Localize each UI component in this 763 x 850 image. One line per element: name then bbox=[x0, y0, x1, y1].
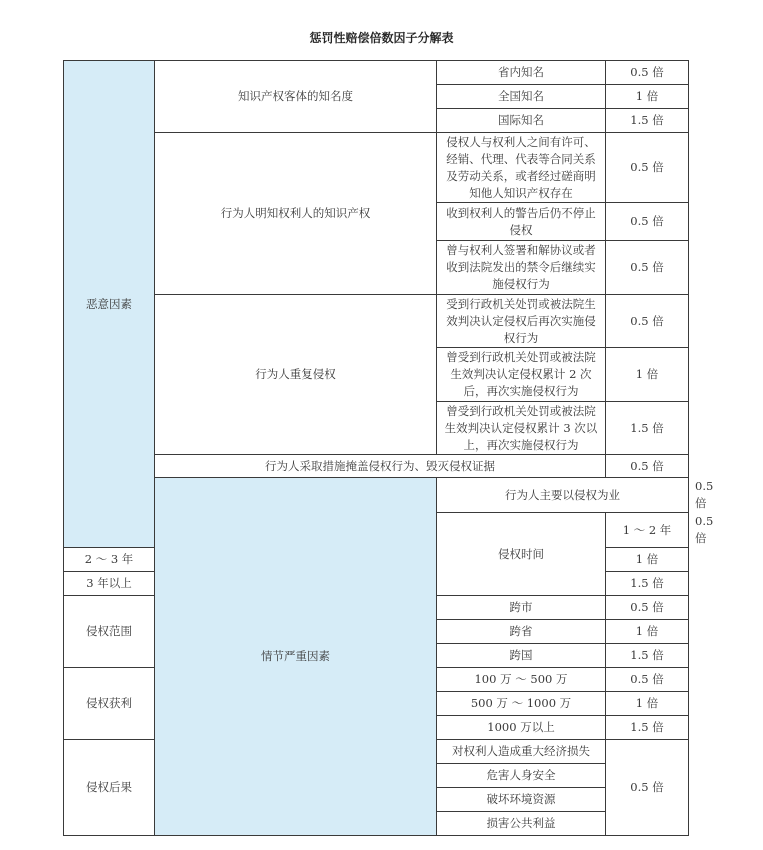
factor-cell: 侵权获利 bbox=[64, 668, 155, 740]
condition-cell: 曾受到行政机关处罚或被法院生效判决认定侵权累计 2 次后，再次实施侵权行为 bbox=[437, 348, 606, 402]
condition-cell: 收到权利人的警告后仍不停止侵权 bbox=[437, 203, 606, 241]
condition-cell: 3 年以上 bbox=[64, 572, 155, 596]
category-severity: 情节严重因素 bbox=[155, 478, 437, 836]
multiplier-cell: 0.5 倍 bbox=[606, 61, 689, 85]
multiplier-cell: 1.5 倍 bbox=[606, 402, 689, 455]
condition-cell: 500 万 ～ 1000 万 bbox=[437, 692, 606, 716]
factor-cell: 行为人主要以侵权为业 bbox=[437, 478, 689, 513]
multiplier-cell: 1.5 倍 bbox=[606, 716, 689, 740]
multiplier-cell: 0.5 倍 bbox=[606, 596, 689, 620]
condition-cell: 对权利人造成重大经济损失 bbox=[437, 740, 606, 764]
condition-cell: 2 ～ 3 年 bbox=[64, 548, 155, 572]
table-row bbox=[64, 295, 689, 348]
factor-cell: 行为人明知权利人的知识产权 bbox=[155, 133, 437, 295]
table-row: 侵权时间 1 ～ 2 年 0.5 倍 bbox=[64, 513, 689, 548]
factor-cell: 侵权范围 bbox=[64, 596, 155, 668]
multiplier-cell: 1.5 倍 bbox=[606, 572, 689, 596]
multiplier-cell: 1.5 倍 bbox=[606, 644, 689, 668]
condition-cell: 跨省 bbox=[437, 620, 606, 644]
condition-cell: 跨国 bbox=[437, 644, 606, 668]
multiplier-cell: 1 倍 bbox=[606, 548, 689, 572]
multiplier-cell: 1 倍 bbox=[606, 348, 689, 402]
table-row bbox=[64, 61, 689, 85]
factor-cell: 侵权时间 bbox=[437, 513, 606, 596]
table-row: 情节严重因素 行为人主要以侵权为业 0.5 倍 bbox=[64, 478, 689, 513]
multiplier-cell: 1 倍 bbox=[606, 620, 689, 644]
category-malice: 恶意因素 bbox=[64, 61, 155, 548]
condition-cell: 全国知名 bbox=[437, 85, 606, 109]
condition-cell: 国际知名 bbox=[437, 109, 606, 133]
factor-cell: 行为人重复侵权 bbox=[155, 295, 437, 455]
table-row bbox=[64, 455, 689, 478]
multiplier-cell: 1 倍 bbox=[606, 692, 689, 716]
factor-cell: 知识产权客体的知名度 bbox=[155, 61, 437, 133]
condition-cell: 100 万 ～ 500 万 bbox=[437, 668, 606, 692]
multiplier-cell: 0.5 倍 bbox=[606, 203, 689, 241]
multiplier-cell: 0.5 倍 bbox=[606, 668, 689, 692]
condition-cell: 跨市 bbox=[437, 596, 606, 620]
factor-table bbox=[63, 60, 714, 836]
factor-cell: 行为人采取措施掩盖侵权行为、毁灭侵权证据 bbox=[155, 455, 606, 478]
condition-cell: 危害人身安全 bbox=[437, 764, 606, 788]
multiplier-cell: 0.5 倍 bbox=[606, 241, 689, 295]
multiplier-cell: 0.5 倍 bbox=[606, 133, 689, 203]
factor-cell: 侵权后果 bbox=[64, 740, 155, 836]
multiplier-cell: 0.5 倍 bbox=[606, 295, 689, 348]
multiplier-cell: 1.5 倍 bbox=[606, 109, 689, 133]
condition-cell: 破坏环境资源 bbox=[437, 788, 606, 812]
condition-cell: 受到行政机关处罚或被法院生效判决认定侵权后再次实施侵权行为 bbox=[437, 295, 606, 348]
multiplier-cell: 1 倍 bbox=[606, 85, 689, 109]
table-row bbox=[64, 133, 689, 203]
table-title: 惩罚性赔偿倍数因子分解表 bbox=[309, 31, 454, 45]
condition-cell: 曾与权利人签署和解协议或者收到法院发出的禁令后继续实施侵权行为 bbox=[437, 241, 606, 295]
multiplier-cell: 0.5 倍 bbox=[606, 455, 689, 478]
multiplier-cell: 0.5 倍 bbox=[606, 740, 689, 836]
condition-cell: 省内知名 bbox=[437, 61, 606, 85]
condition-cell: 侵权人与权利人之间有许可、经销、代理、代表等合同关系及劳动关系，或者经过磋商明知他人知识产权存在 bbox=[437, 133, 606, 203]
condition-cell: 1 ～ 2 年 bbox=[606, 513, 689, 548]
condition-cell: 损害公共利益 bbox=[437, 812, 606, 836]
condition-cell: 1000 万以上 bbox=[437, 716, 606, 740]
condition-cell: 曾受到行政机关处罚或被法院生效判决认定侵权累计 3 次以上，再次实施侵权行为 bbox=[437, 402, 606, 455]
